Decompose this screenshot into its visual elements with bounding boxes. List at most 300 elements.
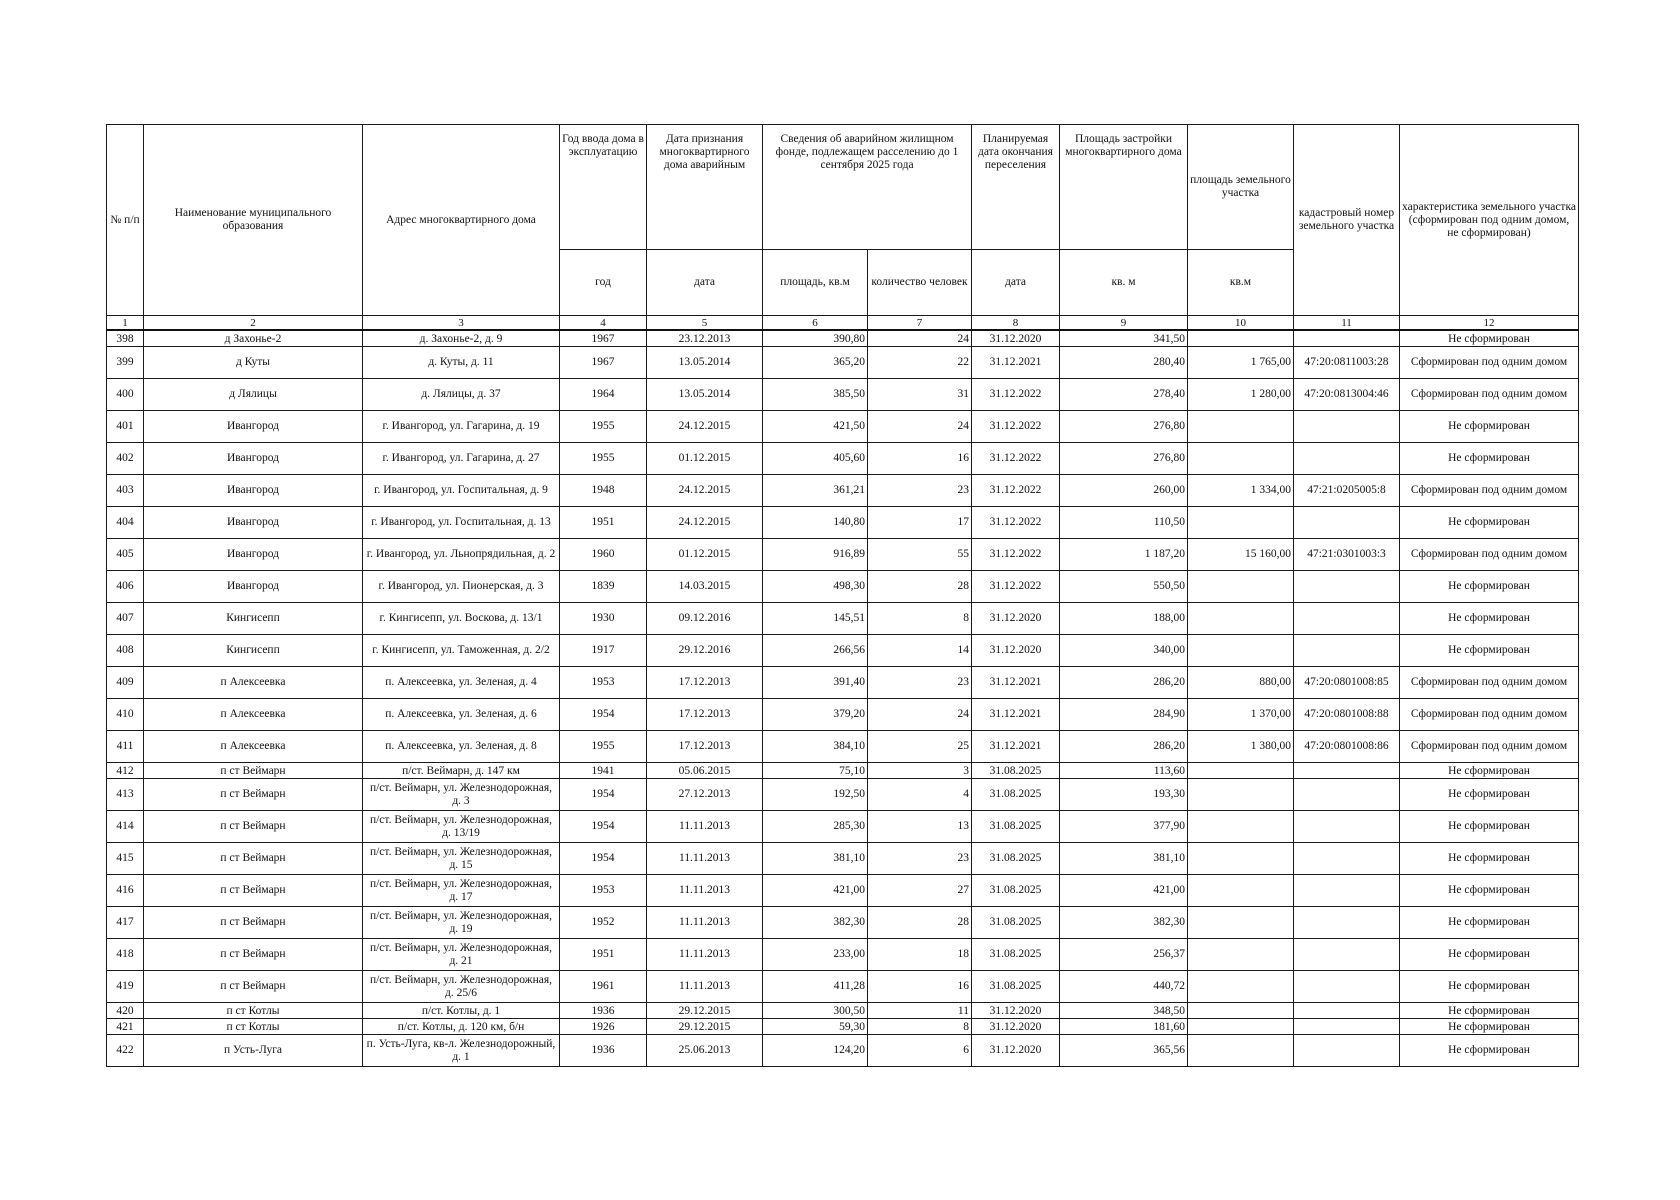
land-status-cell: Не сформирован <box>1400 443 1579 475</box>
land-area-cell <box>1188 763 1294 779</box>
building-area-cell: 286,20 <box>1060 731 1188 763</box>
land-area-cell <box>1188 603 1294 635</box>
planned-date-cell: 31.12.2020 <box>972 603 1060 635</box>
municipality-cell: Кингисепп <box>144 635 363 667</box>
column-number: 1 <box>107 316 144 331</box>
area-cell: 421,00 <box>763 875 868 907</box>
year-cell: 1926 <box>560 1019 647 1035</box>
address-cell: п/ст. Веймарн, ул. Железнодорожная, д. 13/19 <box>363 811 560 843</box>
cadastral-number-cell <box>1294 507 1400 539</box>
recognition-date-cell: 25.06.2013 <box>647 1035 763 1067</box>
subheader-area: площадь, кв.м <box>763 250 868 316</box>
planned-date-cell: 31.12.2020 <box>972 1035 1060 1067</box>
land-status-cell: Не сформирован <box>1400 603 1579 635</box>
planned-date-cell: 31.08.2025 <box>972 971 1060 1003</box>
col-header-building-area: Площадь застройки многоквартирного дома <box>1060 125 1188 250</box>
year-cell: 1948 <box>560 475 647 507</box>
people-cell: 24 <box>868 699 972 731</box>
building-area-cell: 1 187,20 <box>1060 539 1188 571</box>
address-cell: г. Кингисепп, ул. Таможенная, д. 2/2 <box>363 635 560 667</box>
people-cell: 55 <box>868 539 972 571</box>
recognition-date-cell: 11.11.2013 <box>647 875 763 907</box>
land-area-cell: 1 334,00 <box>1188 475 1294 507</box>
area-cell: 421,50 <box>763 411 868 443</box>
land-status-cell: Не сформирован <box>1400 763 1579 779</box>
table-row <box>107 667 1579 699</box>
land-status-cell: Сформирован под одним домом <box>1400 699 1579 731</box>
row-number-cell: 404 <box>107 507 144 539</box>
row-number-cell: 400 <box>107 379 144 411</box>
col-header-year: Год ввода дома в эксплуатацию <box>560 125 647 250</box>
row-number-cell: 398 <box>107 330 144 347</box>
planned-date-cell: 31.12.2021 <box>972 667 1060 699</box>
address-cell: г. Ивангород, ул. Госпитальная, д. 13 <box>363 507 560 539</box>
row-number-cell: 399 <box>107 347 144 379</box>
people-cell: 31 <box>868 379 972 411</box>
recognition-date-cell: 24.12.2015 <box>647 411 763 443</box>
land-status-cell: Сформирован под одним домом <box>1400 379 1579 411</box>
recognition-date-cell: 11.11.2013 <box>647 939 763 971</box>
cadastral-number-cell <box>1294 843 1400 875</box>
municipality-cell: п ст Веймарн <box>144 779 363 811</box>
row-number-cell: 410 <box>107 699 144 731</box>
cadastral-number-cell <box>1294 939 1400 971</box>
municipality-cell: п Алексеевка <box>144 731 363 763</box>
building-area-cell: 113,60 <box>1060 763 1188 779</box>
address-cell: п. Алексеевка, ул. Зеленая, д. 6 <box>363 699 560 731</box>
municipality-cell: д Лялицы <box>144 379 363 411</box>
people-cell: 27 <box>868 875 972 907</box>
col-header-recognition-date: Дата признания многоквартирного дома аварийным <box>647 125 763 250</box>
people-cell: 22 <box>868 347 972 379</box>
recognition-date-cell: 01.12.2015 <box>647 539 763 571</box>
table-row <box>107 411 1579 443</box>
year-cell: 1967 <box>560 330 647 347</box>
area-cell: 140,80 <box>763 507 868 539</box>
land-status-cell: Не сформирован <box>1400 907 1579 939</box>
land-status-cell: Не сформирован <box>1400 571 1579 603</box>
table-row <box>107 699 1579 731</box>
column-number: 12 <box>1400 316 1579 331</box>
building-area-cell: 260,00 <box>1060 475 1188 507</box>
people-cell: 8 <box>868 603 972 635</box>
recognition-date-cell: 17.12.2013 <box>647 699 763 731</box>
building-area-cell: 348,50 <box>1060 1003 1188 1019</box>
col-header-address: Адрес многоквартирного дома <box>363 125 560 316</box>
building-area-cell: 276,80 <box>1060 443 1188 475</box>
table-row <box>107 539 1579 571</box>
year-cell: 1952 <box>560 907 647 939</box>
recognition-date-cell: 29.12.2015 <box>647 1003 763 1019</box>
people-cell: 13 <box>868 811 972 843</box>
column-number: 7 <box>868 316 972 331</box>
row-number-cell: 420 <box>107 1003 144 1019</box>
people-cell: 25 <box>868 731 972 763</box>
land-area-cell <box>1188 971 1294 1003</box>
year-cell: 1936 <box>560 1003 647 1019</box>
area-cell: 365,20 <box>763 347 868 379</box>
municipality-cell: п ст Котлы <box>144 1019 363 1035</box>
recognition-date-cell: 29.12.2016 <box>647 635 763 667</box>
col-header-land-characteristic: характеристика земельного участка (сформирован под одним домом, не сформирован) <box>1400 125 1579 316</box>
table-row <box>107 1019 1579 1035</box>
area-cell: 384,10 <box>763 731 868 763</box>
table-row <box>107 330 1579 347</box>
column-number: 3 <box>363 316 560 331</box>
cadastral-number-cell: 47:20:0813004:46 <box>1294 379 1400 411</box>
land-status-cell: Не сформирован <box>1400 1003 1579 1019</box>
cadastral-number-cell: 47:20:0801008:86 <box>1294 731 1400 763</box>
address-cell: п/ст. Веймарн, ул. Железнодорожная, д. 15 <box>363 843 560 875</box>
address-cell: г. Ивангород, ул. Гагарина, д. 27 <box>363 443 560 475</box>
housing-table-sheet <box>106 124 1578 1067</box>
land-area-cell: 1 765,00 <box>1188 347 1294 379</box>
planned-date-cell: 31.08.2025 <box>972 875 1060 907</box>
col-header-land-area: площадь земельного участка <box>1188 125 1294 250</box>
year-cell: 1954 <box>560 843 647 875</box>
people-cell: 24 <box>868 411 972 443</box>
address-cell: п/ст. Котлы, д. 1 <box>363 1003 560 1019</box>
planned-date-cell: 31.12.2020 <box>972 1003 1060 1019</box>
col-header-emergency-fund: Сведения об аварийном жилищном фонде, подлежащем расселению до 1 сентября 2025 года <box>763 125 972 250</box>
table-row <box>107 507 1579 539</box>
cadastral-number-cell <box>1294 1003 1400 1019</box>
row-number-cell: 409 <box>107 667 144 699</box>
row-number-cell: 405 <box>107 539 144 571</box>
row-number-cell: 415 <box>107 843 144 875</box>
year-cell: 1917 <box>560 635 647 667</box>
building-area-cell: 381,10 <box>1060 843 1188 875</box>
building-area-cell: 382,30 <box>1060 907 1188 939</box>
recognition-date-cell: 17.12.2013 <box>647 667 763 699</box>
row-number-cell: 422 <box>107 1035 144 1067</box>
address-cell: п/ст. Веймарн, ул. Железнодорожная, д. 3 <box>363 779 560 811</box>
year-cell: 1967 <box>560 347 647 379</box>
land-area-cell: 1 380,00 <box>1188 731 1294 763</box>
address-cell: п. Усть-Луга, кв-л. Железнодорожный, д. 1 <box>363 1035 560 1067</box>
municipality-cell: п ст Веймарн <box>144 939 363 971</box>
col-header-number: № п/п <box>107 125 144 316</box>
table-row <box>107 939 1579 971</box>
area-cell: 300,50 <box>763 1003 868 1019</box>
planned-date-cell: 31.08.2025 <box>972 779 1060 811</box>
cadastral-number-cell <box>1294 779 1400 811</box>
recognition-date-cell: 27.12.2013 <box>647 779 763 811</box>
column-number: 9 <box>1060 316 1188 331</box>
table-row <box>107 1035 1579 1067</box>
land-status-cell: Сформирован под одним домом <box>1400 475 1579 507</box>
municipality-cell: п ст Веймарн <box>144 811 363 843</box>
area-cell: 498,30 <box>763 571 868 603</box>
address-cell: д. Лялицы, д. 37 <box>363 379 560 411</box>
subheader-planned-date: дата <box>972 250 1060 316</box>
col-header-municipality: Наименование муниципального образования <box>144 125 363 316</box>
recognition-date-cell: 11.11.2013 <box>647 907 763 939</box>
people-cell: 8 <box>868 1019 972 1035</box>
people-cell: 23 <box>868 475 972 507</box>
people-cell: 28 <box>868 571 972 603</box>
cadastral-number-cell: 47:20:0801008:85 <box>1294 667 1400 699</box>
table-row <box>107 811 1579 843</box>
land-area-cell <box>1188 875 1294 907</box>
recognition-date-cell: 05.06.2015 <box>647 763 763 779</box>
area-cell: 361,21 <box>763 475 868 507</box>
land-area-cell <box>1188 1019 1294 1035</box>
row-number-cell: 418 <box>107 939 144 971</box>
recognition-date-cell: 24.12.2015 <box>647 507 763 539</box>
table-row <box>107 603 1579 635</box>
row-number-cell: 408 <box>107 635 144 667</box>
planned-date-cell: 31.08.2025 <box>972 907 1060 939</box>
address-cell: д. Куты, д. 11 <box>363 347 560 379</box>
table-body <box>107 330 1579 1067</box>
subheader-date: дата <box>647 250 763 316</box>
row-number-cell: 417 <box>107 907 144 939</box>
row-number-cell: 403 <box>107 475 144 507</box>
address-cell: г. Ивангород, ул. Гагарина, д. 19 <box>363 411 560 443</box>
land-status-cell: Не сформирован <box>1400 939 1579 971</box>
building-area-cell: 188,00 <box>1060 603 1188 635</box>
table-row <box>107 843 1579 875</box>
year-cell: 1961 <box>560 971 647 1003</box>
address-cell: г. Ивангород, ул. Пионерская, д. 3 <box>363 571 560 603</box>
year-cell: 1960 <box>560 539 647 571</box>
planned-date-cell: 31.12.2022 <box>972 571 1060 603</box>
column-number: 6 <box>763 316 868 331</box>
cadastral-number-cell <box>1294 571 1400 603</box>
land-area-cell: 1 280,00 <box>1188 379 1294 411</box>
land-status-cell: Сформирован под одним домом <box>1400 539 1579 571</box>
year-cell: 1941 <box>560 763 647 779</box>
row-number-cell: 406 <box>107 571 144 603</box>
cadastral-number-cell <box>1294 763 1400 779</box>
recognition-date-cell: 11.11.2013 <box>647 971 763 1003</box>
land-area-cell <box>1188 507 1294 539</box>
area-cell: 391,40 <box>763 667 868 699</box>
people-cell: 24 <box>868 330 972 347</box>
building-area-cell: 365,56 <box>1060 1035 1188 1067</box>
address-cell: п/ст. Веймарн, ул. Железнодорожная, д. 17 <box>363 875 560 907</box>
recognition-date-cell: 29.12.2015 <box>647 1019 763 1035</box>
area-cell: 390,80 <box>763 330 868 347</box>
year-cell: 1953 <box>560 875 647 907</box>
table-row <box>107 907 1579 939</box>
people-cell: 23 <box>868 667 972 699</box>
people-cell: 23 <box>868 843 972 875</box>
recognition-date-cell: 23.12.2013 <box>647 330 763 347</box>
recognition-date-cell: 11.11.2013 <box>647 811 763 843</box>
address-cell: п. Алексеевка, ул. Зеленая, д. 4 <box>363 667 560 699</box>
row-number-cell: 407 <box>107 603 144 635</box>
address-cell: п/ст. Веймарн, ул. Железнодорожная, д. 19 <box>363 907 560 939</box>
municipality-cell: Кингисепп <box>144 603 363 635</box>
area-cell: 124,20 <box>763 1035 868 1067</box>
cadastral-number-cell <box>1294 1019 1400 1035</box>
planned-date-cell: 31.08.2025 <box>972 843 1060 875</box>
people-cell: 28 <box>868 907 972 939</box>
address-cell: п. Алексеевка, ул. Зеленая, д. 8 <box>363 731 560 763</box>
municipality-cell: п ст Веймарн <box>144 763 363 779</box>
year-cell: 1936 <box>560 1035 647 1067</box>
municipality-cell: Ивангород <box>144 507 363 539</box>
address-cell: п/ст. Веймарн, ул. Железнодорожная, д. 21 <box>363 939 560 971</box>
planned-date-cell: 31.08.2025 <box>972 939 1060 971</box>
address-cell: д. Захонье-2, д. 9 <box>363 330 560 347</box>
year-cell: 1955 <box>560 731 647 763</box>
land-area-cell <box>1188 330 1294 347</box>
cadastral-number-cell <box>1294 907 1400 939</box>
year-cell: 1951 <box>560 939 647 971</box>
subheader-year: год <box>560 250 647 316</box>
area-cell: 411,28 <box>763 971 868 1003</box>
row-number-cell: 419 <box>107 971 144 1003</box>
people-cell: 16 <box>868 971 972 1003</box>
area-cell: 192,50 <box>763 779 868 811</box>
row-number-cell: 401 <box>107 411 144 443</box>
municipality-cell: Ивангород <box>144 571 363 603</box>
cadastral-number-cell <box>1294 875 1400 907</box>
recognition-date-cell: 24.12.2015 <box>647 475 763 507</box>
subheader-land-sqm: кв.м <box>1188 250 1294 316</box>
building-area-cell: 550,50 <box>1060 571 1188 603</box>
land-area-cell <box>1188 1035 1294 1067</box>
building-area-cell: 193,30 <box>1060 779 1188 811</box>
subheader-people: количество человек <box>868 250 972 316</box>
building-area-cell: 440,72 <box>1060 971 1188 1003</box>
area-cell: 916,89 <box>763 539 868 571</box>
year-cell: 1839 <box>560 571 647 603</box>
land-status-cell: Сформирован под одним домом <box>1400 731 1579 763</box>
subheader-building-sqm: кв. м <box>1060 250 1188 316</box>
cadastral-number-cell <box>1294 411 1400 443</box>
column-number: 5 <box>647 316 763 331</box>
address-cell: п/ст. Веймарн, д. 147 км <box>363 763 560 779</box>
column-number: 8 <box>972 316 1060 331</box>
table-row <box>107 635 1579 667</box>
area-cell: 382,30 <box>763 907 868 939</box>
planned-date-cell: 31.12.2022 <box>972 411 1060 443</box>
row-number-cell: 416 <box>107 875 144 907</box>
table-row <box>107 1003 1579 1019</box>
land-status-cell: Не сформирован <box>1400 779 1579 811</box>
land-area-cell <box>1188 939 1294 971</box>
row-number-cell: 421 <box>107 1019 144 1035</box>
people-cell: 6 <box>868 1035 972 1067</box>
row-number-cell: 413 <box>107 779 144 811</box>
area-cell: 285,30 <box>763 811 868 843</box>
building-area-cell: 421,00 <box>1060 875 1188 907</box>
land-area-cell: 1 370,00 <box>1188 699 1294 731</box>
cadastral-number-cell <box>1294 811 1400 843</box>
recognition-date-cell: 09.12.2016 <box>647 603 763 635</box>
row-number-cell: 411 <box>107 731 144 763</box>
year-cell: 1954 <box>560 811 647 843</box>
year-cell: 1964 <box>560 379 647 411</box>
column-number: 11 <box>1294 316 1400 331</box>
table-row <box>107 443 1579 475</box>
col-header-planned-date: Планируемая дата окончания переселения <box>972 125 1060 250</box>
people-cell: 11 <box>868 1003 972 1019</box>
land-area-cell: 880,00 <box>1188 667 1294 699</box>
planned-date-cell: 31.12.2022 <box>972 379 1060 411</box>
cadastral-number-cell: 47:21:0205005:8 <box>1294 475 1400 507</box>
recognition-date-cell: 13.05.2014 <box>647 347 763 379</box>
area-cell: 266,56 <box>763 635 868 667</box>
header-row <box>107 125 1579 250</box>
column-number-row <box>107 316 1579 331</box>
municipality-cell: п Алексеевка <box>144 699 363 731</box>
building-area-cell: 286,20 <box>1060 667 1188 699</box>
cadastral-number-cell <box>1294 330 1400 347</box>
row-number-cell: 402 <box>107 443 144 475</box>
municipality-cell: д Куты <box>144 347 363 379</box>
municipality-cell: п Алексеевка <box>144 667 363 699</box>
table-row <box>107 347 1579 379</box>
area-cell: 385,50 <box>763 379 868 411</box>
municipality-cell: д Захонье-2 <box>144 330 363 347</box>
people-cell: 3 <box>868 763 972 779</box>
municipality-cell: п ст Веймарн <box>144 875 363 907</box>
municipality-cell: Ивангород <box>144 539 363 571</box>
area-cell: 379,20 <box>763 699 868 731</box>
land-status-cell: Не сформирован <box>1400 1019 1579 1035</box>
cadastral-number-cell <box>1294 1035 1400 1067</box>
recognition-date-cell: 17.12.2013 <box>647 731 763 763</box>
table-row <box>107 475 1579 507</box>
land-status-cell: Сформирован под одним домом <box>1400 347 1579 379</box>
planned-date-cell: 31.12.2020 <box>972 1019 1060 1035</box>
building-area-cell: 377,90 <box>1060 811 1188 843</box>
cadastral-number-cell <box>1294 443 1400 475</box>
municipality-cell: Ивангород <box>144 411 363 443</box>
land-area-cell <box>1188 443 1294 475</box>
year-cell: 1951 <box>560 507 647 539</box>
land-status-cell: Не сформирован <box>1400 411 1579 443</box>
cadastral-number-cell: 47:21:0301003:3 <box>1294 539 1400 571</box>
planned-date-cell: 31.12.2022 <box>972 443 1060 475</box>
land-status-cell: Не сформирован <box>1400 875 1579 907</box>
municipality-cell: п ст Веймарн <box>144 843 363 875</box>
address-cell: г. Ивангород, ул. Льнопрядильная, д. 2 <box>363 539 560 571</box>
building-area-cell: 278,40 <box>1060 379 1188 411</box>
column-number: 4 <box>560 316 647 331</box>
planned-date-cell: 31.12.2022 <box>972 539 1060 571</box>
planned-date-cell: 31.08.2025 <box>972 763 1060 779</box>
table-row <box>107 763 1579 779</box>
building-area-cell: 110,50 <box>1060 507 1188 539</box>
people-cell: 17 <box>868 507 972 539</box>
land-status-cell: Не сформирован <box>1400 507 1579 539</box>
year-cell: 1954 <box>560 779 647 811</box>
planned-date-cell: 31.12.2021 <box>972 699 1060 731</box>
people-cell: 18 <box>868 939 972 971</box>
cadastral-number-cell: 47:20:0801008:88 <box>1294 699 1400 731</box>
table-row <box>107 875 1579 907</box>
cadastral-number-cell <box>1294 635 1400 667</box>
recognition-date-cell: 14.03.2015 <box>647 571 763 603</box>
col-header-cadastral-number: кадастровый номер земельного участка <box>1294 125 1400 316</box>
area-cell: 59,30 <box>763 1019 868 1035</box>
area-cell: 145,51 <box>763 603 868 635</box>
planned-date-cell: 31.12.2022 <box>972 507 1060 539</box>
year-cell: 1955 <box>560 443 647 475</box>
recognition-date-cell: 11.11.2013 <box>647 843 763 875</box>
land-area-cell <box>1188 843 1294 875</box>
address-cell: г. Ивангород, ул. Госпитальная, д. 9 <box>363 475 560 507</box>
recognition-date-cell: 01.12.2015 <box>647 443 763 475</box>
municipality-cell: Ивангород <box>144 443 363 475</box>
building-area-cell: 256,37 <box>1060 939 1188 971</box>
